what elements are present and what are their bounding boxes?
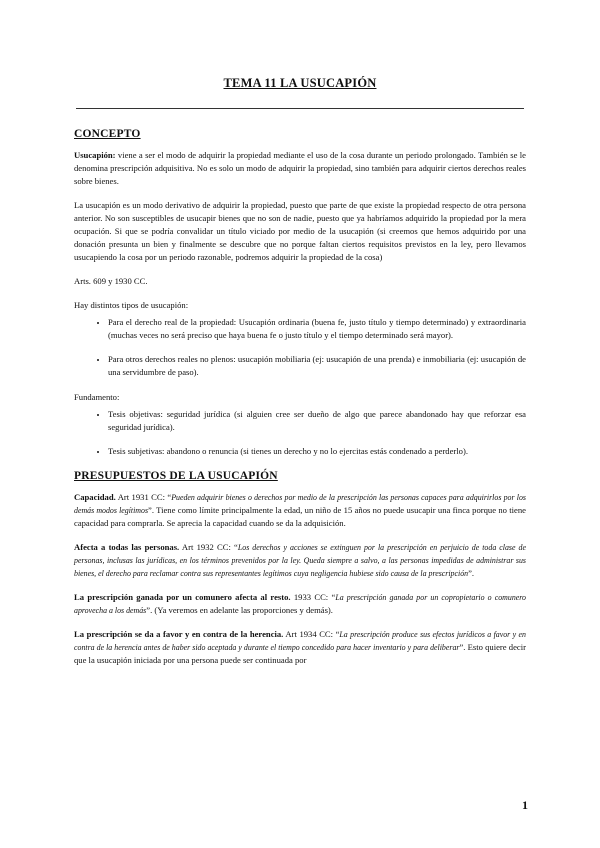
paragraph-presupuesto: La prescripción ganada por un comunero afecta al resto. 1933 CC: “La prescripción ganada por un copropietario o comunero aprovecha a los demás”. (Ya veremos en adelante las proporciones y demás). bbox=[74, 592, 526, 615]
list-item: • Tesis subjetivas: abandono o renuncia (si tienes un derecho y no lo ejercitas estás condenado a perderlo). bbox=[108, 445, 526, 458]
definition-text: viene a ser el modo de adquirir la propiedad mediante el uso de la cosa durante un periodo prolongado. También se le denomina prescripción adquisitiva. No es solo un modo de adquirir la propiedad, sino también para adquirir ciertos derechos reales sobre bienes. bbox=[74, 150, 526, 186]
section-heading-concepto: CONCEPTO bbox=[74, 128, 141, 140]
list-item: • Para otros derechos reales no plenos: usucapión mobiliaria (ej: usucapión de una prenda) e inmobiliaria (ej: usucapión de una servidumbre de paso). bbox=[108, 353, 526, 379]
fundamentos-list bbox=[74, 408, 526, 458]
page-number: 1 bbox=[522, 798, 528, 812]
list-item: • Para el derecho real de la propiedad: Usucapión ordinaria (buena fe, justo título y tiempo determinado) y extraordinaria (muchas veces no será preciso que haya buena fe o justo título y el tiempo determinado será mayor). bbox=[108, 316, 526, 342]
term-usucapion: Usucapión: bbox=[74, 150, 116, 160]
tipos-list bbox=[74, 316, 526, 379]
paragraph-presupuesto: La prescripción se da a favor y en contra de la herencia. Art 1934 CC: “La prescripción produce sus efectos jurídicos a favor y en contra de la herencia antes de haber sido aceptada y durante el tiempo concedido para hacer inventario y para deliberar”. Esto quiere decir que la usucapión iniciada por una persona puede ser continuada por bbox=[74, 629, 526, 665]
title-divider bbox=[76, 108, 524, 109]
list-item: • Tesis objetivas: seguridad jurídica (si alguien cree ser dueño de algo que parece abandonado hay que reforzar esa seguridad jurídica). bbox=[108, 408, 526, 434]
paragraph-fundamento: Fundamento: bbox=[74, 392, 120, 402]
paragraph-presupuesto: Afecta a todas las personas. Art 1932 CC: “Los derechos y acciones se extinguen por la prescripción en perjuicio de toda clase de personas, inclusas las jurídicas, en los términos prevenidos por la ley. Queda siempre a salvo, a las personas impedidas de administrar sus bienes, el derecho para reclamar contra sus representantes legítimos cuya negligencia hubiese sido causa de la prescripción”. bbox=[74, 542, 526, 578]
section-heading-presupuestos: PRESUPUESTOS DE LA USUCAPIÓN bbox=[74, 470, 278, 482]
document-title: TEMA 11 LA USUCAPIÓN bbox=[223, 76, 377, 90]
paragraph-presupuesto: Capacidad. Art 1931 CC: “Pueden adquirir bienes o derechos por medio de la prescripción las personas capaces para adquirirlos por los demás modos legítimos”. Tiene como límite principalmente la edad, un niño de 15 años no puede usucapir una finca porque no tiene capacidad para comprarla. Se aprecia la capacidad cuando se da la adquisición. bbox=[74, 492, 526, 528]
paragraph-tipos-intro: Hay distintos tipos de usucapión: bbox=[74, 300, 189, 310]
document-body bbox=[74, 128, 526, 678]
paragraph-articulos: Arts. 609 y 1930 CC. bbox=[74, 276, 148, 286]
paragraph-definition bbox=[74, 149, 526, 188]
paragraph-derivativo: La usucapión es un modo derivativo de adquirir la propiedad, puesto que parte de que existe la propiedad respecto de otra persona anterior. No son susceptibles de usucapir bienes que no son de nadie, puesto que ya habríamos adquirido la propiedad por la mera ocupación. Si que se podría convalidar un título viciado por medio de la usucapión (si creemos que hemos adquirido por una donación presunta un bien y finalmente se descubre que no porque faltan ciertos requisitos previstos en la ley, pero llevamos usucapiendo la cosa por un periodo razonable, podremos adquirir la propiedad de la cosa) bbox=[74, 200, 526, 262]
